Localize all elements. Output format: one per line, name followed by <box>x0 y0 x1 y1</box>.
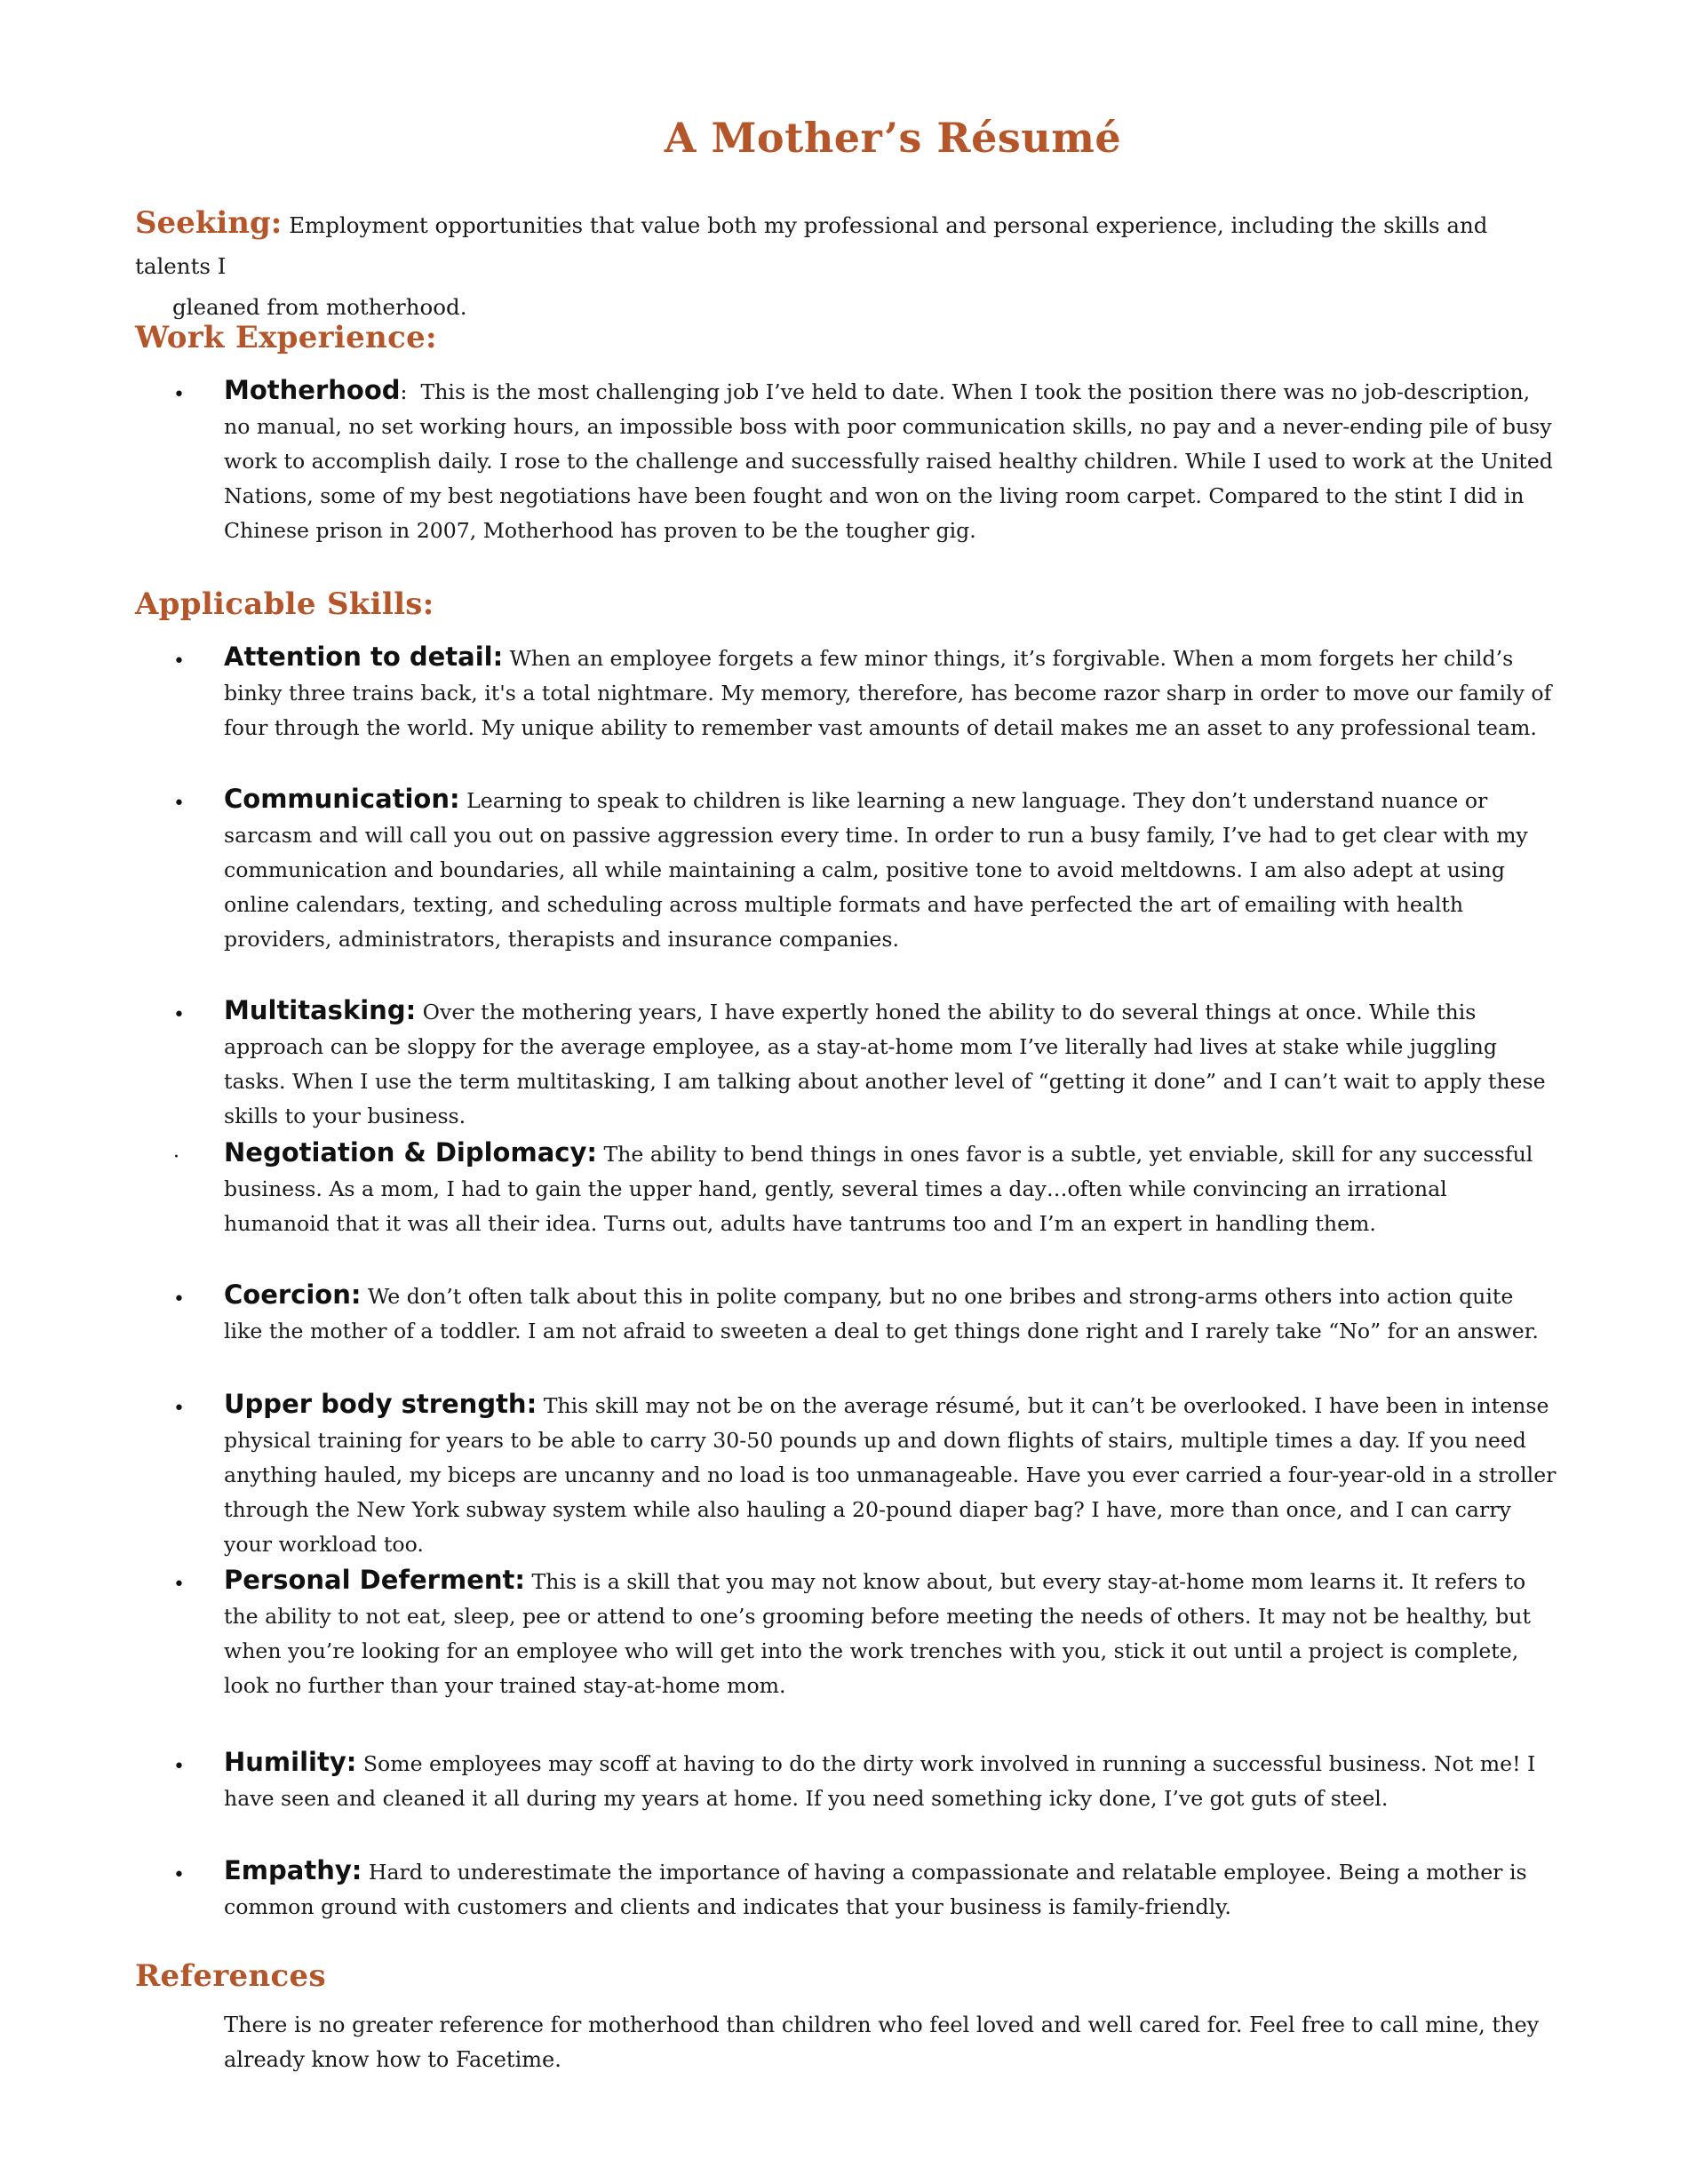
skill-text: We don’t often talk about this in polite company, but no one bribes and strong-arms others into action quite like the mother of a toddler. I am not afraid to sweeten a deal to get things done right and I rarely take “No” for an answer. <box>224 1284 1539 1343</box>
skill-text: Some employees may scoff at having to do the dirty work involved in running a successful business. Not me! I have seen and cleaned it all during my years at home. If you need something icky done, I’ve got guts of steel. <box>224 1751 1536 1811</box>
bullet: • <box>173 1756 185 1778</box>
skill-attention-to-detail <box>224 640 1557 745</box>
skill-term: Communication: <box>224 784 460 814</box>
skill-communication <box>224 782 1557 957</box>
bullet: • <box>173 1398 185 1420</box>
bullet: • <box>173 1574 185 1596</box>
work-item-sep: : <box>400 379 408 404</box>
seeking-section <box>135 203 1557 328</box>
skill-term: Personal Deferment: <box>224 1565 525 1595</box>
skill-negotiation-diplomacy <box>224 1136 1557 1241</box>
skill-text: Hard to underestimate the importance of having a compassionate and relatable employee. Being a mother is common ground with customers and clients and indicates that your business is family-friendly. <box>224 1860 1527 1919</box>
skill-personal-deferment <box>224 1563 1557 1703</box>
skill-term: Coercion: <box>224 1279 362 1310</box>
work-experience-heading: Work Experience: <box>135 320 437 355</box>
skill-coercion <box>224 1278 1557 1349</box>
skill-humility <box>224 1745 1557 1816</box>
work-item-text: This is the most challenging job I’ve held to date. When I took the position there was no job-description, no manual, no set working hours, an impossible boss with poor communication skills, no pay and a never-ending pile of busy work to accomplish daily. I rose to the challenge and successfully raised healthy children. While I used to work at the United Nations, some of my best negotiations have been fought and won on the living room carpet. Compared to the stint I did in Chinese prison in 2007, Motherhood has proven to be the tougher gig. <box>224 379 1553 543</box>
skill-term: Upper body strength: <box>224 1389 537 1419</box>
skill-term: Empathy: <box>224 1855 362 1885</box>
skill-text: Over the mothering years, I have expertly honed the ability to do several things at once. While this approach can be sloppy for the average employee, as a stay-at-home mom I’ve literally had lives at stake while juggling tasks. When I use the term multitasking, I am talking about another level of “getting it done” and I can’t wait to apply these skills to your business. <box>224 1000 1546 1128</box>
skill-term: Multitasking: <box>224 995 417 1025</box>
seeking-label: Seeking: <box>135 205 283 241</box>
skill-term: Negotiation & Diplomacy: <box>224 1137 597 1168</box>
seeking-text-line2: gleaned from motherhood. <box>172 294 467 320</box>
work-item-term: Motherhood <box>224 375 401 405</box>
bullet: · <box>173 1146 179 1168</box>
bullet: • <box>173 1288 185 1311</box>
bullet: • <box>173 793 185 815</box>
references-heading: References <box>135 1958 326 1994</box>
skill-text: The ability to bend things in ones favor is a subtle, yet enviable, skill for any successful business. As a mom, I had to gain the upper hand, gently, several times a day…often while convincing an irrational humanoid that it was all their idea. Turns out, adults have tantrums too and I’m an expert in handling them. <box>224 1142 1533 1236</box>
skill-multitasking <box>224 993 1557 1134</box>
bullet: • <box>173 384 185 406</box>
bullet: • <box>173 1864 185 1886</box>
references-text: There is no greater reference for motherhood than children who feel loved and well cared for. Feel free to call mine, they already know how to Facetime. <box>224 2013 1540 2072</box>
skill-text: When an employee forgets a few minor things, it’s forgivable. When a mom forgets her child’s binky three trains back, it's a total nightmare. My memory, therefore, has become razor sharp in order to move our family of four through the world. My unique ability to remember vast amounts of detail makes me an asset to any professional team. <box>224 646 1552 740</box>
page-title: A Mother’s Résumé <box>664 114 1122 162</box>
skill-upper-body-strength <box>224 1387 1557 1562</box>
skill-text: Learning to speak to children is like learning a new language. They don’t understand nuance or sarcasm and will call you out on passive aggression every time. In order to run a busy family, I’ve had to get clear with my communication and boundaries, all while maintaining a calm, positive tone to avoid meltdowns. I am also adept at using online calendars, texting, and scheduling across multiple formats and have perfected the art of emailing with health providers, administrators, therapists and insurance companies. <box>224 788 1528 952</box>
skill-term: Humility: <box>224 1747 357 1777</box>
seeking-text-line1: Employment opportunities that value both my professional and personal experience, including the skills and talents I <box>135 212 1488 279</box>
skill-term: Attention to detail: <box>224 642 504 672</box>
work-item-motherhood <box>224 373 1557 548</box>
skill-empathy <box>224 1853 1557 1925</box>
skill-text: This is a skill that you may not know about, but every stay-at-home mom learns it. It refers to the ability to not eat, sleep, pee or attend to one’s grooming before meeting the needs of others. It may not be healthy, but when you’re looking for an employee who will get into the work trenches with you, stick it out until a project is complete, look no further than your trained stay-at-home mom. <box>224 1569 1531 1698</box>
skill-text: This skill may not be on the average résumé, but it can’t be overlooked. I have been in intense physical training for years to be able to carry 30-50 pounds up and down flights of stairs, multiple times a day. If you need anything hauled, my biceps are uncanny and no load is too unmanageable. Have you ever carried a four-year-old in a stroller through the New York subway system while also hauling a 20-pound diaper bag? I have, more than once, and I can carry your workload too. <box>224 1393 1557 1557</box>
bullet: • <box>173 1004 185 1026</box>
applicable-skills-heading: Applicable Skills: <box>135 586 434 622</box>
bullet: • <box>173 650 185 673</box>
